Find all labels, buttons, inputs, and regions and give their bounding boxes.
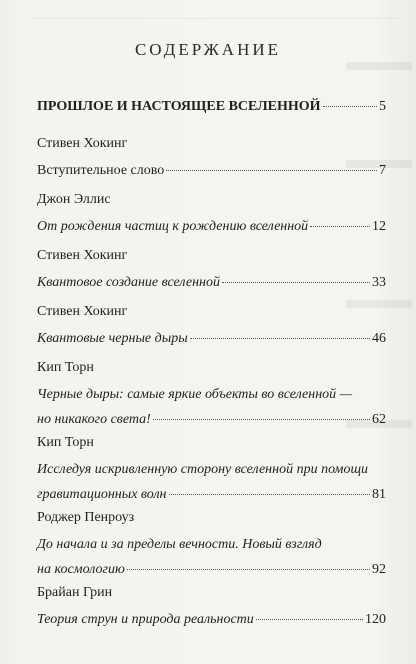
leader-dots [310,226,370,227]
entry-title: До начала и за пределы вечности. Новый взгляд [37,537,322,552]
author-name: Брайан Грин [37,585,113,600]
toc-entry [37,303,386,347]
author-name: Кип Торн [37,435,94,450]
entry-title: Вступительное слово [37,163,165,178]
entry-title: От рождения частиц к рождению вселенной [37,219,309,234]
toc-line [37,162,386,179]
leader-dots [166,170,377,171]
bleed-through-text [346,62,412,70]
page-number: 81 [372,487,386,502]
toc-entry [37,135,386,179]
leader-dots [256,619,363,620]
toc-line [37,274,386,291]
toc-line [37,218,386,235]
page-number: 7 [379,163,386,178]
section-title: ПРОШЛОЕ И НАСТОЯЩЕЕ ВСЕЛЕННОЙ [37,99,321,114]
entry-title: Квантовые черные дыры [37,331,188,346]
toc-entry [37,509,386,578]
toc-line [37,611,386,628]
toc-entry [37,191,386,235]
author-name: Кип Торн [37,360,94,375]
toc-line [37,330,386,347]
toc-line [37,98,386,115]
toc-entry [37,434,386,503]
page-number: 120 [365,612,386,627]
entry-title: Квантовое создание вселенной [37,275,220,290]
author-name: Стивен Хокинг [37,248,128,263]
entry-title-continued: но никакого света! [37,412,151,427]
toc-line [37,561,386,578]
toc-line [37,411,386,428]
entry-title-continued: на космологию [37,562,125,577]
page-number: 33 [372,275,386,290]
author-name: Стивен Хокинг [37,136,128,151]
page-number: 46 [372,331,386,346]
toc-section [37,98,386,115]
author-name: Роджер Пенроуз [37,510,135,525]
entry-title-continued: гравитационных волн [37,487,167,502]
toc-entry [37,247,386,291]
author-name: Стивен Хокинг [37,304,128,319]
toc-entry [37,584,386,628]
bleed-through-header [30,6,398,19]
entry-title: Исследуя искривленную сторону вселенной при помощи [37,462,369,477]
leader-dots [169,494,371,495]
page-number: 12 [372,219,386,234]
leader-dots [323,106,377,107]
toc-line [37,486,386,503]
entry-title: Теория струн и природа реальности [37,612,254,627]
toc-title: СОДЕРЖАНИЕ [134,40,282,59]
toc-entry [37,359,386,428]
page-number: 62 [372,412,386,427]
entry-title: Черные дыры: самые яркие объекты во вселенной — [37,387,353,402]
leader-dots [127,569,370,570]
leader-dots [190,338,370,339]
author-name: Джон Эллис [37,192,111,207]
leader-dots [153,419,370,420]
leader-dots [222,282,370,283]
page-number: 5 [379,99,386,114]
page-number: 92 [372,562,386,577]
